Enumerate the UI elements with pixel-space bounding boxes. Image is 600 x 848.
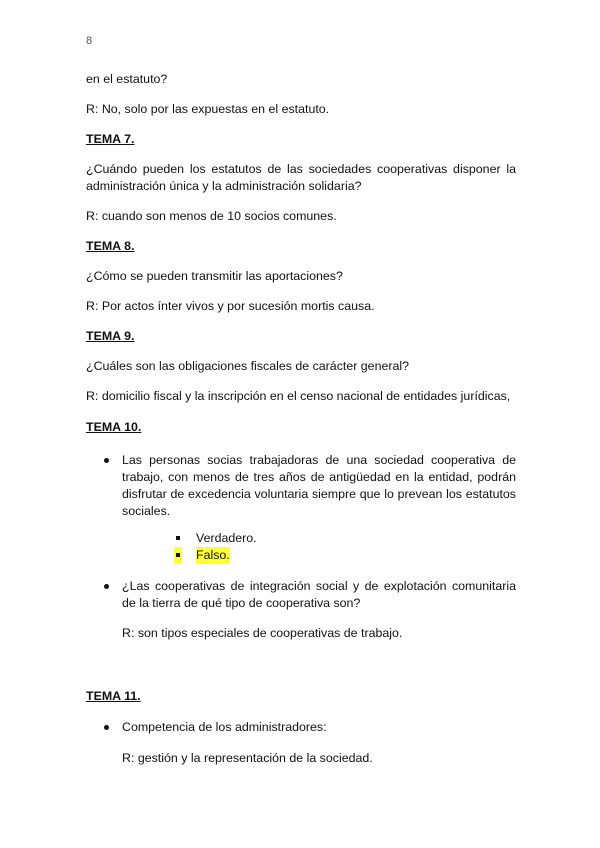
bullet-icon <box>104 584 109 589</box>
answer-text: R: No, solo por las expuestas en el estatuto. <box>86 102 330 116</box>
option-false-label: Falso. <box>196 548 230 562</box>
tema-11-answer: R: gestión y la representación de la sociedad. <box>122 751 373 765</box>
tema-8-heading: TEMA 8. <box>86 239 135 253</box>
option-false <box>174 547 230 564</box>
tema-7-heading: TEMA 7. <box>86 132 135 146</box>
tema-10-heading: TEMA 10. <box>86 420 142 434</box>
tema-9-answer: R: domicilio fiscal y la inscripción en el censo nacional de entidades jurídicas, <box>86 389 511 403</box>
tema-7-question: ¿Cuándo pueden los estatutos de las sociedades cooperativas disponer la administración única y la administración solidaria? <box>86 162 516 193</box>
list-item <box>86 719 516 736</box>
square-bullet-icon <box>176 553 180 557</box>
tema-10-statement: Las personas socias trabajadoras de una sociedad cooperativa de trabajo, con menos de tres años de antigüedad en la entidad, podrán disfrutar de excedencia voluntaria siempre que lo prevean los estatutos sociales. <box>122 453 516 518</box>
option-true <box>174 530 257 547</box>
bullet-icon <box>104 458 109 463</box>
tema-8-question: ¿Cómo se pueden transmitir las aportaciones? <box>86 269 343 283</box>
list-item <box>86 452 516 520</box>
option-true-label: Verdadero. <box>196 531 257 545</box>
page-number: 8 <box>86 35 93 47</box>
tema-10-answer-2: R: son tipos especiales de cooperativas de trabajo. <box>122 626 403 640</box>
bullet-icon <box>104 725 109 730</box>
tema-7-answer: R: cuando son menos de 10 socios comunes. <box>86 209 337 223</box>
tema-8-answer: R: Por actos ínter vivos y por sucesión mortis causa. <box>86 299 375 313</box>
list-item <box>86 578 516 612</box>
tema-9-heading: TEMA 9. <box>86 329 135 343</box>
tema-10-question-2: ¿Las cooperativas de integración social y de explotación comunitaria de la tierra de qué tipo de cooperativa son? <box>122 579 516 610</box>
square-bullet-icon <box>176 536 180 540</box>
question-continuation: en el estatuto? <box>86 72 168 86</box>
tema-9-question: ¿Cuáles son las obligaciones fiscales de carácter general? <box>86 359 410 373</box>
tema-11-heading: TEMA 11. <box>86 689 141 703</box>
tema-11-item: Competencia de los administradores: <box>122 720 327 734</box>
